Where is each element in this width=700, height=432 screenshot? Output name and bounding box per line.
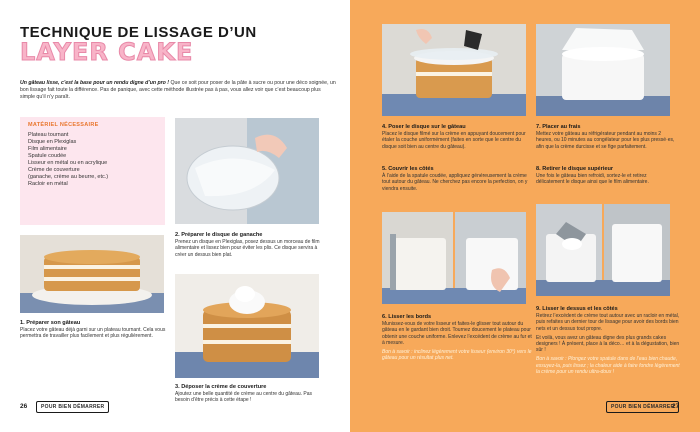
step-1-title: 1. Préparer son gâteau — [20, 320, 81, 326]
step-3 — [175, 384, 325, 404]
step-6-tip: Bon à savoir : inclinez légèrement votre lisseur (environ 30°) vers le gâteau pour un résultat plus net. — [382, 349, 532, 362]
step-7 — [536, 124, 676, 150]
page-title-line1: TECHNIQUE DE LISSAGE D’UN — [20, 24, 257, 41]
footer-section-label: POUR BIEN DÉMARRER — [606, 401, 679, 413]
step-2 — [175, 232, 323, 258]
materials-item: Crème de couverture — [28, 167, 80, 173]
intro-bold: Un gâteau lisse, c’est la base pour un rendu digne d’un pro ! — [20, 80, 170, 86]
step-9-text-2: Et voilà, vous avez un gâteau digne des plus grands cakes designers ! À présent, place à la déco… et à la dégustation, bien sûr ! — [536, 334, 680, 354]
materials-item: (ganache, crème au beurre, etc.) — [28, 174, 109, 180]
photo-scrape-top — [536, 204, 670, 296]
materials-item: Spatule coudée — [28, 153, 67, 159]
footer-section-label: POUR BIEN DÉMARRER — [36, 401, 109, 413]
step-8-title: 8. Retirer le disque supérieur — [536, 166, 614, 172]
step-4 — [382, 124, 530, 150]
materials-item: Racloir en métal — [28, 181, 68, 187]
step-9 — [536, 306, 680, 375]
step-4-title: 4. Poser le disque sur le gâteau — [382, 124, 466, 130]
step-7-title: 7. Placer au frais — [536, 124, 581, 130]
step-6-text: Munissez-vous de votre lisseur et faites-le glisser tout autour du gâteau en le gardant bien droit. Tournez doucement le plateau pour obtenir une couche uniforme. Enlevez l’excédent de crème au fur et à mesure. — [382, 321, 532, 346]
step-6 — [382, 314, 532, 361]
step-6-title: 6. Lisser les bords — [382, 314, 432, 320]
step-1-text: Placez votre gâteau déjà garni sur un plateau tournant. Cela vous permettra de travailler plus facilement et plus régulièrement. — [20, 327, 166, 340]
photo-smoothing-sides — [382, 212, 526, 304]
photo-cream-top — [175, 274, 319, 378]
step-3-title: 3. Déposer la crème de couverture — [175, 384, 267, 390]
step-4-text: Placez le disque filmé sur la crème en appuyant doucement pour étaler la couche uniformément (faites en sorte que le centre du disque soit bien au centre du gâteau). — [382, 131, 526, 150]
step-8 — [536, 166, 676, 186]
photo-disc-film — [175, 118, 319, 224]
step-1 — [20, 320, 170, 340]
materials-item: Plateau tournant — [28, 132, 69, 138]
materials-item: Lisseur en métal ou en acrylique — [28, 160, 108, 166]
intro-paragraph — [20, 80, 336, 102]
step-2-text: Prenez un disque en Plexiglas, posez dessus un morceau de film alimentaire et lissez bien pour éviter les plis. Ce disque servira à créer un dessus bien plat. — [175, 239, 320, 258]
page-number-right: 27 — [672, 403, 680, 410]
intro-text: Que ce soit pour poser de la pâte à sucre ou pour une déco soignée, un bon lissage fait toute la différence. Pas de panique, avec cette méthode illustrée pas à pas, vous allez voir que c’est beaucoup plus simple qu’il n’y paraît. — [20, 80, 336, 101]
step-3-text: Ajoutez une belle quantité de crème au centre du gâteau. Pas besoin d’être précis à cette étape ! — [175, 391, 313, 404]
materials-item: Disque en Plexiglas — [28, 139, 77, 145]
page-number-left: 26 — [20, 403, 28, 410]
step-9-text: Retirez l’excédent de crème tout autour avec un racloir en métal, puis refaites un dernier tour de lissage pour avoir des bords bien nets et un dessus tout propre. — [536, 313, 680, 332]
materials-box — [20, 117, 165, 225]
step-2-title: 2. Préparer le disque de ganache — [175, 232, 263, 238]
page-title-line2: LAYER CAKE — [20, 38, 194, 66]
materials-item: Film alimentaire — [28, 146, 67, 152]
photo-layer-cake — [20, 235, 164, 313]
step-5 — [382, 166, 530, 192]
right-page — [350, 0, 700, 432]
photo-disc-on-cake — [382, 24, 526, 116]
step-7-text: Mettez votre gâteau au réfrigérateur pendant au moins 2 heures, ou 10 minutes au congélateur pour les plus pressé·es, afin que la crème durcisse et se fige parfaitement. — [536, 131, 675, 150]
step-8-text: Une fois le gâteau bien refroidi, sortez-le et retirez délicatement le disque ainsi que le film alimentaire. — [536, 173, 649, 186]
step-5-title: 5. Couvrir les côtés — [382, 166, 434, 172]
step-9-title: 9. Lisser le dessus et les côtés — [536, 306, 618, 312]
photo-cake-fridge — [536, 24, 670, 116]
step-5-text: À l’aide de la spatule coudée, appliquez généreusement la crème tout autour du gâteau. Ne cherchez pas encore la perfection, on y viendra ensuite. — [382, 173, 528, 192]
step-9-tip: Bon à savoir : Plongez votre spatule dans de l’eau bien chaude, essuyez-la, puis lissez ; la chaleur aide à faire fondre légèrement la crème pour un rendu ultra-doux ! — [536, 356, 680, 375]
materials-title: MATÉRIEL NÉCESSAIRE — [28, 122, 99, 128]
